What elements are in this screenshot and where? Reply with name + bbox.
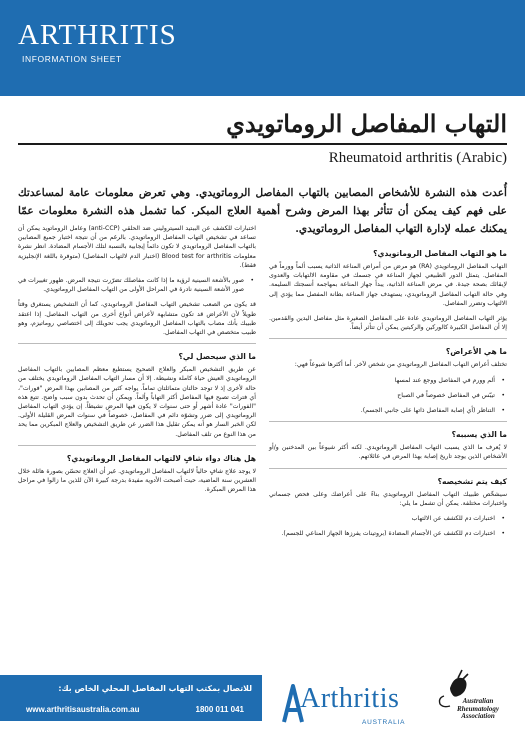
paragraph: لا يُعرف ما الذي يسبب التهاب المفاصل الروماتويدي. لكنه أكثر شيوعاً بين المدخنين و/أو الأشخاص الذين يوجد تاريخ إصابة بهذا المرض في عائلاتهم. [269,444,507,461]
page-title-arabic: التهاب المفاصل الروماتويدي [226,109,507,138]
paragraph: عن طريق التشخيص المبكر والعلاج الصحيح يستطيع معظم المصابين بالتهاب المفاصل الروماتويدي العيش حياة كاملة ونشيطة. إلا أن مسار التهاب المفاصل الروماتويدي يختلف من حالة لأخرى إذ لا توجد حالتان متماثلتان تماماً. يواجه كثير من المصابين بهذا المرض "فورات"، أي فترات تصبح فيها المفاصل أكثر التهاباً وألماً. ويمكن أن تحدث بدون سبب واضح. تتبع هذه "الفورات" عادة أشهر أو حتى سنوات لا يكون فيها المرض نشيطاً. إن يؤدي التهاب المفاصل الروماتويدي إلى ضرر وتشوّه دائم في المفاصل، خصوصاً في سنوات المرض القليلة الأولى. لكن الخبر السار هو أنه يمكن تقليل هذا الضرر عن طريق التشخيص والعلاج المبكرين مما يحد من هذا النوع من تلف المفاصل. [18,366,256,438]
section-heading: هل هناك دواء شافٍ لالتهاب المفاصل الروماتويدي؟ [66,453,256,463]
title-divider [18,143,507,145]
left-column [18,224,256,672]
contact-label: للاتصال بمكتب التهاب المفاصل المحلي الخاص بك: [58,684,252,693]
page-title-english: Rheumatoid arthritis (Arabic) [328,150,507,166]
intro-paragraph: أُعدت هذه النشرة للأشخاص المصابين بالتهاب المفاصل الروماتويدي. وهي تعرض معلومات عامة لمساعدتك على فهم كيف يمكن أن تتأثر بهذا المرض وشرح أهمية العلاج المبكر. كما تشمل هذه النشرة معلومات عمّا يمكنك عمله لإدارة التهاب المفاصل الروماتويدي. [18,187,507,235]
paragraph: لا يوجد علاج شافٍ حالياً لالتهاب المفاصل الروماتويدي. غير أن العلاج تحسّن بصورة هائلة خلال العشرين سنة الماضية، حيث أصبحت الأدوية مفيدة بدرجة كبيرة الآن للذين ما زالوا في مراحل هذا المرض المبكرة. [18,467,256,494]
list-item: • اختبارات دم للكشف عن الأجسام المضادة (بروتينات يفرزها الجهاز المناعي للجسم). [269,529,495,538]
section-heading: ما هي الأعراض؟ [445,347,507,357]
list-item: • التناظر (أي إصابة المفاصل ذاتها على جانبي الجسم). [269,406,495,415]
section-divider [269,338,507,339]
section-heading: كيف يتم تشخيصه؟ [437,476,507,486]
arthritis-logo-subtitle: AUSTRALIA [362,719,406,726]
right-column [269,249,507,544]
section-heading: ما الذي يسببه؟ [451,430,507,440]
section-divider [269,421,507,422]
bullet-list [18,276,256,294]
list-item: • ألم وورم في المفاصل ووجع عند لمسها [269,376,495,385]
list-item: • اختبارات دم للكشف عن الالتهاب [269,514,495,523]
paragraph: التهاب المفاصل الروماتويدي (RA) هو مرض من أمراض المناعة الذاتية يسبب ألماً وورماً في المفاصل. يتمثل الدور الطبيعي لجهاز المناعة في جسمك في مقاومة الالتهابات والعدوى لإبقائك بصحة جيدة. في مرض المناعة الذاتية، يبدأ جهاز المناعة بمهاجمة أنسجتك السليمة. وفي حالة التهاب المفاصل الروماتويدي، يستهدف جهاز المناعة بطانة المفصل مما يؤدي إلى الالتهاب وتضرر المفاصل. [269,263,507,307]
paragraph: قد يكون من الصعب تشخيص التهاب المفاصل الروماتويدي، كما أن التشخيص يستغرق وقتاً طويلاً لأن الأعراض قد تكون متشابهة لأعراض أنواع أخرى من التهاب المفاصل. إذا اعتقد طبيبك بأنك مصاب بالتهاب المفاصل الروماتويدي يجب تحويلك إلى اختصاصي روماتيزم، وهو طبيب متخصص في التهاب المفاصل. [18,301,256,337]
paragraph: تختلف أعراض التهاب المفاصل الروماتويدي من شخص لآخر. أما أكثرها شيوعاً فهي: [294,361,507,369]
paragraph: سيشخّص طبيبك التهاب المفاصل الروماتويدي بناءً على أعراضك وعلى فحص جسماني واختبارات مختلفة. يمكن أن تشمل ما يلي: [269,490,507,507]
bullet-list [269,514,507,538]
paragraph: يؤثر التهاب المفاصل الروماتويدي عادة على المفاصل الصغيرة مثل مفاصل اليدين والقدمين. إلا أن المفاصل الكبيرة كالوركين والركبتين يمكن أن تتأثر أيضاً. [269,315,507,332]
brand-title: ARTHRITIS [18,19,177,51]
paragraph: اختبارات للكشف عن الببتيد السيتروليني ضد الحلقي (anti-CCP) وعامل الروماتويد يمكن أن تساعد في تشخيص التهاب المفاصل الروماتويدي. بالرغم من أن نتيجة اختبار جميع المصابين بالتهاب المفاصل الروماتويدي لا تكون دائماً إيجابية بالنسبة لتلك الأجسام المضادة. انظر نشرة معلومات Blood test for arthritis (اختبار الدم لالتهاب المفاصل) (متوفرة باللغة الإنجليزية فقط). [18,225,256,269]
section-divider [269,468,507,469]
website-link[interactable]: www.arthritisaustralia.com.au [26,705,140,714]
section-divider [18,445,256,446]
phone-number[interactable]: 1800 011 041 [195,705,244,714]
header-banner [0,0,525,96]
section-heading: ما هو التهاب المفاصل الروماتويدي؟ [373,249,507,258]
section-divider [18,343,256,344]
list-item: • صور بالأشعة السينية لرؤية ما إذا كانت مفاصلك تضرّرت نتيجة المرض. ظهور تغييرات في صور الأشعة السينية نادرة في المراحل الأولى من التهاب المفاصل الروماتويدي. [18,276,244,294]
arthritis-logo-wordmark: Arthritis [300,683,400,714]
ara-logo-text: Australian Rheumatology Association [456,697,499,720]
list-item: • تيبّس في المفاصل خصوصاً في الصباح [269,391,495,400]
section-heading: ما الذي سيحصل لي؟ [178,352,256,362]
contact-bar [0,675,262,721]
bullet-list [269,376,507,416]
brand-subtitle: INFORMATION SHEET [22,54,122,64]
